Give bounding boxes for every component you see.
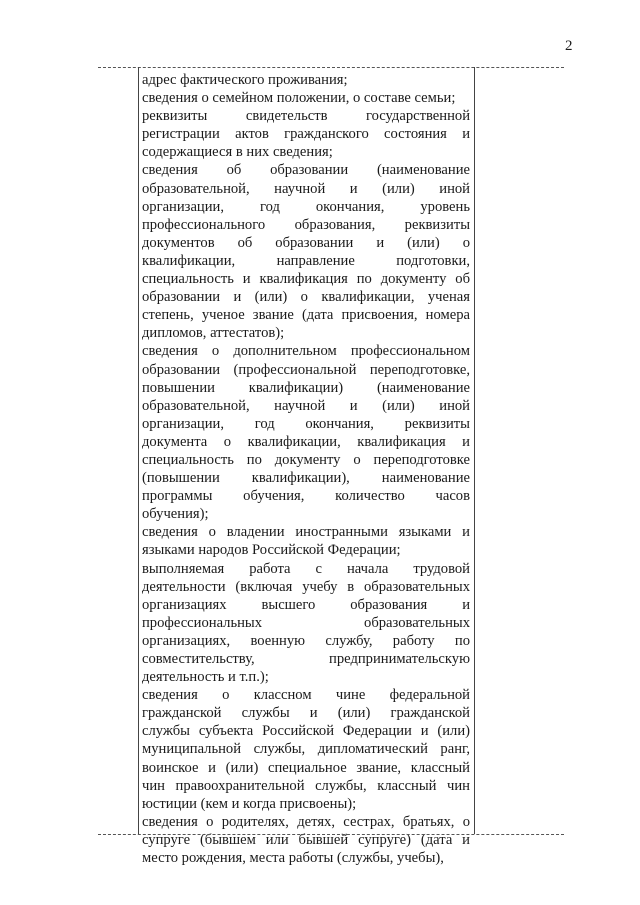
text-line: сведения о классном чине федеральной	[142, 687, 470, 704]
text-line: адрес фактического проживания;	[142, 72, 348, 88]
text-line: образовательной, научной и (или) иной	[142, 180, 470, 197]
text-line: реквизиты свидетельств государственной	[142, 108, 470, 125]
text-line: службы субъекта Российской Федерации и (или)	[142, 723, 470, 740]
list-item	[142, 560, 470, 687]
text-line: образовании (профессиональной переподготовке,	[142, 361, 470, 378]
text-line: сведения о владении иностранными языками и	[142, 524, 470, 541]
list-item	[142, 161, 470, 342]
text-line: организациях высшего образования и	[142, 596, 470, 613]
text-line: чин правоохранительной службы, классный чин	[142, 777, 470, 794]
list-item	[142, 89, 470, 107]
text-line: деятельности (включая учебу в образовательных	[142, 578, 470, 595]
list-item	[142, 523, 470, 559]
text-line: обучения);	[142, 506, 209, 523]
text-line: степень, ученое звание (дата присвоения, номера	[142, 307, 470, 324]
text-line: программы обучения, количество часов	[142, 488, 470, 505]
text-line: супруге (бывшем или бывшей супруге) (дата и	[142, 831, 470, 848]
list-item	[142, 107, 470, 161]
text-line: образовательной, научной и (или) иной	[142, 397, 470, 414]
text-line: (повышении квалификации), наименование	[142, 470, 470, 487]
text-line: воинское и (или) специальное звание, классный	[142, 759, 470, 776]
page-number: 2	[565, 38, 573, 54]
text-line: сведения о семейном положении, о составе семьи;	[142, 90, 456, 107]
list-item	[142, 813, 470, 867]
text-line: муниципальной службы, дипломатический ранг,	[142, 741, 470, 758]
text-line: регистрации актов гражданского состояния и	[142, 126, 470, 143]
text-line: сведения об образовании (наименование	[142, 162, 470, 179]
text-line: специальность по документу о переподготовке	[142, 451, 470, 468]
text-line: совместительству, предпринимательскую	[142, 651, 470, 667]
table-cell-text	[142, 71, 470, 867]
text-line: выполняемая работа с начала трудовой	[142, 560, 470, 577]
text-line: профессиональных образовательных	[142, 614, 470, 631]
text-line: содержащиеся в них сведения;	[142, 144, 333, 161]
text-line: повышении квалификации) (наименование	[142, 379, 470, 396]
text-line: дипломов, аттестатов);	[142, 325, 285, 342]
table-bottom-border	[98, 834, 564, 835]
text-line: документа о квалификации, квалификация и	[142, 433, 470, 450]
table-right-border	[474, 67, 475, 834]
text-line: сведения о родителях, детях, сестрах, братьях, о	[142, 813, 470, 830]
list-item	[142, 686, 470, 813]
text-line: юстиции (кем и когда присвоены);	[142, 795, 357, 812]
text-line: деятельность и т.п.);	[142, 669, 269, 686]
text-line: языками народов Российской Федерации;	[142, 542, 401, 559]
text-line: квалификации, направление подготовки,	[142, 252, 470, 269]
text-line: профессионального образования, реквизиты	[142, 216, 470, 233]
table-top-border	[98, 67, 564, 68]
text-line: организациях, военную службу, работу по	[142, 632, 470, 649]
text-line: гражданской службы и (или) гражданской	[142, 705, 470, 722]
list-item	[142, 342, 470, 523]
table-left-border	[138, 67, 139, 834]
text-line: сведения о дополнительном профессиональном	[142, 343, 470, 360]
text-line: организации, год окончания, реквизиты	[142, 415, 470, 432]
text-line: организации, год окончания, уровень	[142, 198, 470, 215]
text-line: документов об образовании и (или) о	[142, 234, 470, 251]
text-line: образовании и (или) о квалификации, ученая	[142, 289, 470, 306]
text-line: место рождения, места работы (службы, учебы),	[142, 850, 444, 867]
list-item	[142, 71, 470, 89]
text-line: специальность и квалификация по документу об	[142, 271, 470, 288]
